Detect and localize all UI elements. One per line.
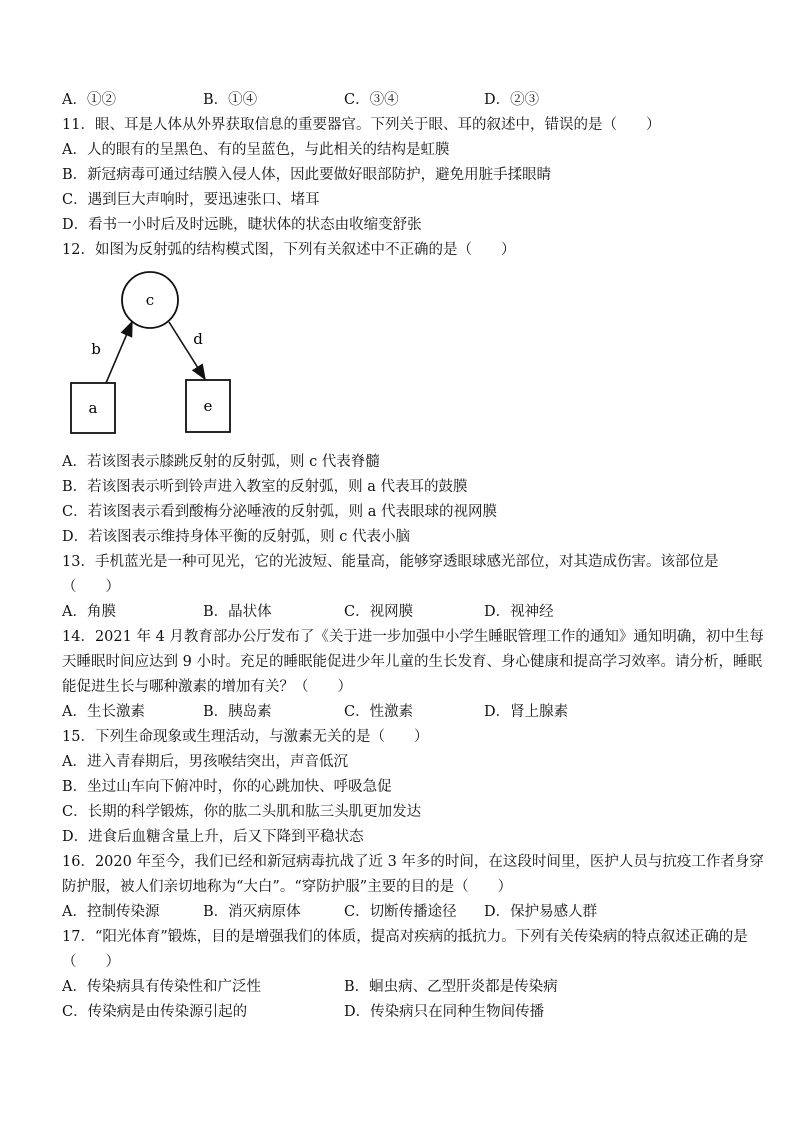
q13-stem: 13．手机蓝光是一种可见光，它的光波短、能量高，能够穿透眼球感光部位，对其造成伤害。该部位是 <box>62 554 719 570</box>
q12-option-c: C．若该图表示看到酸梅分泌唾液的反射弧，则 a 代表眼球的视网膜 <box>62 504 497 520</box>
q14-stem-line3: 能促进生长与哪种激素的增加有关？（ ） <box>62 679 352 695</box>
q15-option-a: A．进入青春期后，男孩喉结突出，声音低沉 <box>62 754 348 770</box>
label-c: c <box>145 291 155 309</box>
q13-stem-paren: （ ） <box>62 579 120 595</box>
q16-option-b: B．消灭病原体 <box>203 904 301 920</box>
q15-option-b: B．坐过山车向下俯冲时，你的心跳加快、呼吸急促 <box>62 779 392 795</box>
q14-stem-line2: 天睡眠时间应达到 9 小时。充足的睡眠能促进少年儿童的生长发育、身心健康和提高学习效率。请分析，睡眠 <box>62 654 762 670</box>
q16-stem-line2: 防护服，被人们亲切地称为“大白”。“穿防护服”主要的目的是（ ） <box>62 879 513 895</box>
q14-option-c: C．性激素 <box>344 704 414 720</box>
label-e: e <box>203 397 213 415</box>
q17-stem-paren: （ ） <box>62 954 120 970</box>
q13-option-c: C．视网膜 <box>344 604 414 620</box>
q16-option-d: D．保护易感人群 <box>484 904 598 920</box>
q15-option-c: C．长期的科学锻炼，你的肱二头肌和肱三头肌更加发达 <box>62 804 422 820</box>
reflex-arc-diagram <box>62 262 252 442</box>
q16-stem: 16．2020 年至今，我们已经和新冠病毒抗战了近 3 年多的时间，在这段时间里，医护人员与抗疫工作者身穿 <box>62 854 764 870</box>
q17-stem: 17．“阳光体育”锻炼，目的是增强我们的体质，提高对疾病的抵抗力。下列有关传染病的特点叙述正确的是 <box>62 929 748 945</box>
q11-option-c: C．遇到巨大声响时，要迅速张口、堵耳 <box>62 192 320 208</box>
q10-option-a: A．①② <box>62 92 116 108</box>
arrow-b <box>106 322 132 383</box>
q13-option-d: D．视神经 <box>484 604 554 620</box>
q11-option-d: D．看书一小时后及时远眺，睫状体的状态由收缩变舒张 <box>62 217 422 233</box>
q14-option-a: A．生长激素 <box>62 704 145 720</box>
q11-option-b: B．新冠病毒可通过结膜入侵人体，因此要做好眼部防护，避免用脏手揉眼睛 <box>62 167 552 183</box>
q12-option-d: D．若该图表示维持身体平衡的反射弧，则 c 代表小脑 <box>62 529 410 545</box>
q16-option-a: A．控制传染源 <box>62 904 160 920</box>
q11-stem: 11．眼、耳是人体从外界获取信息的重要器官。下列关于眼、耳的叙述中，错误的是（ ） <box>62 117 661 133</box>
label-d: d <box>193 330 203 348</box>
q16-option-c: C．切断传播途径 <box>344 904 457 920</box>
q15-stem: 15．下列生命现象或生理活动，与激素无关的是（ ） <box>62 729 429 745</box>
q17-option-c: C．传染病是由传染源引起的 <box>62 1004 248 1020</box>
q12-option-b: B．若该图表示听到铃声进入教室的反射弧，则 a 代表耳的鼓膜 <box>62 479 468 495</box>
label-b: b <box>91 340 101 358</box>
q13-option-b: B．晶状体 <box>203 604 272 620</box>
q10-option-b: B．①④ <box>203 92 258 108</box>
q17-option-a: A．传染病具有传染性和广泛性 <box>62 979 261 995</box>
q12-stem: 12．如图为反射弧的结构模式图，下列有关叙述中不正确的是（ ） <box>62 242 516 258</box>
q13-option-a: A．角膜 <box>62 604 116 620</box>
q12-option-a: A．若该图表示膝跳反射的反射弧，则 c 代表脊髓 <box>62 454 380 470</box>
q10-option-d: D．②③ <box>484 92 540 108</box>
q14-option-b: B．胰岛素 <box>203 704 272 720</box>
q11-option-a: A．人的眼有的呈黑色、有的呈蓝色，与此相关的结构是虹膜 <box>62 142 450 158</box>
q17-option-b: B．蛔虫病、乙型肝炎都是传染病 <box>344 979 558 995</box>
q15-option-d: D．进食后血糖含量上升，后又下降到平稳状态 <box>62 829 364 845</box>
q14-stem: 14．2021 年 4 月教育部办公厅发布了《关于进一步加强中小学生睡眠管理工作的通知》通知明确，初中生每 <box>62 629 764 645</box>
label-a: a <box>88 399 98 417</box>
q17-option-d: D．传染病只在同种生物间传播 <box>344 1004 545 1020</box>
q14-option-d: D．肾上腺素 <box>484 704 569 720</box>
q10-option-c: C．③④ <box>344 92 399 108</box>
